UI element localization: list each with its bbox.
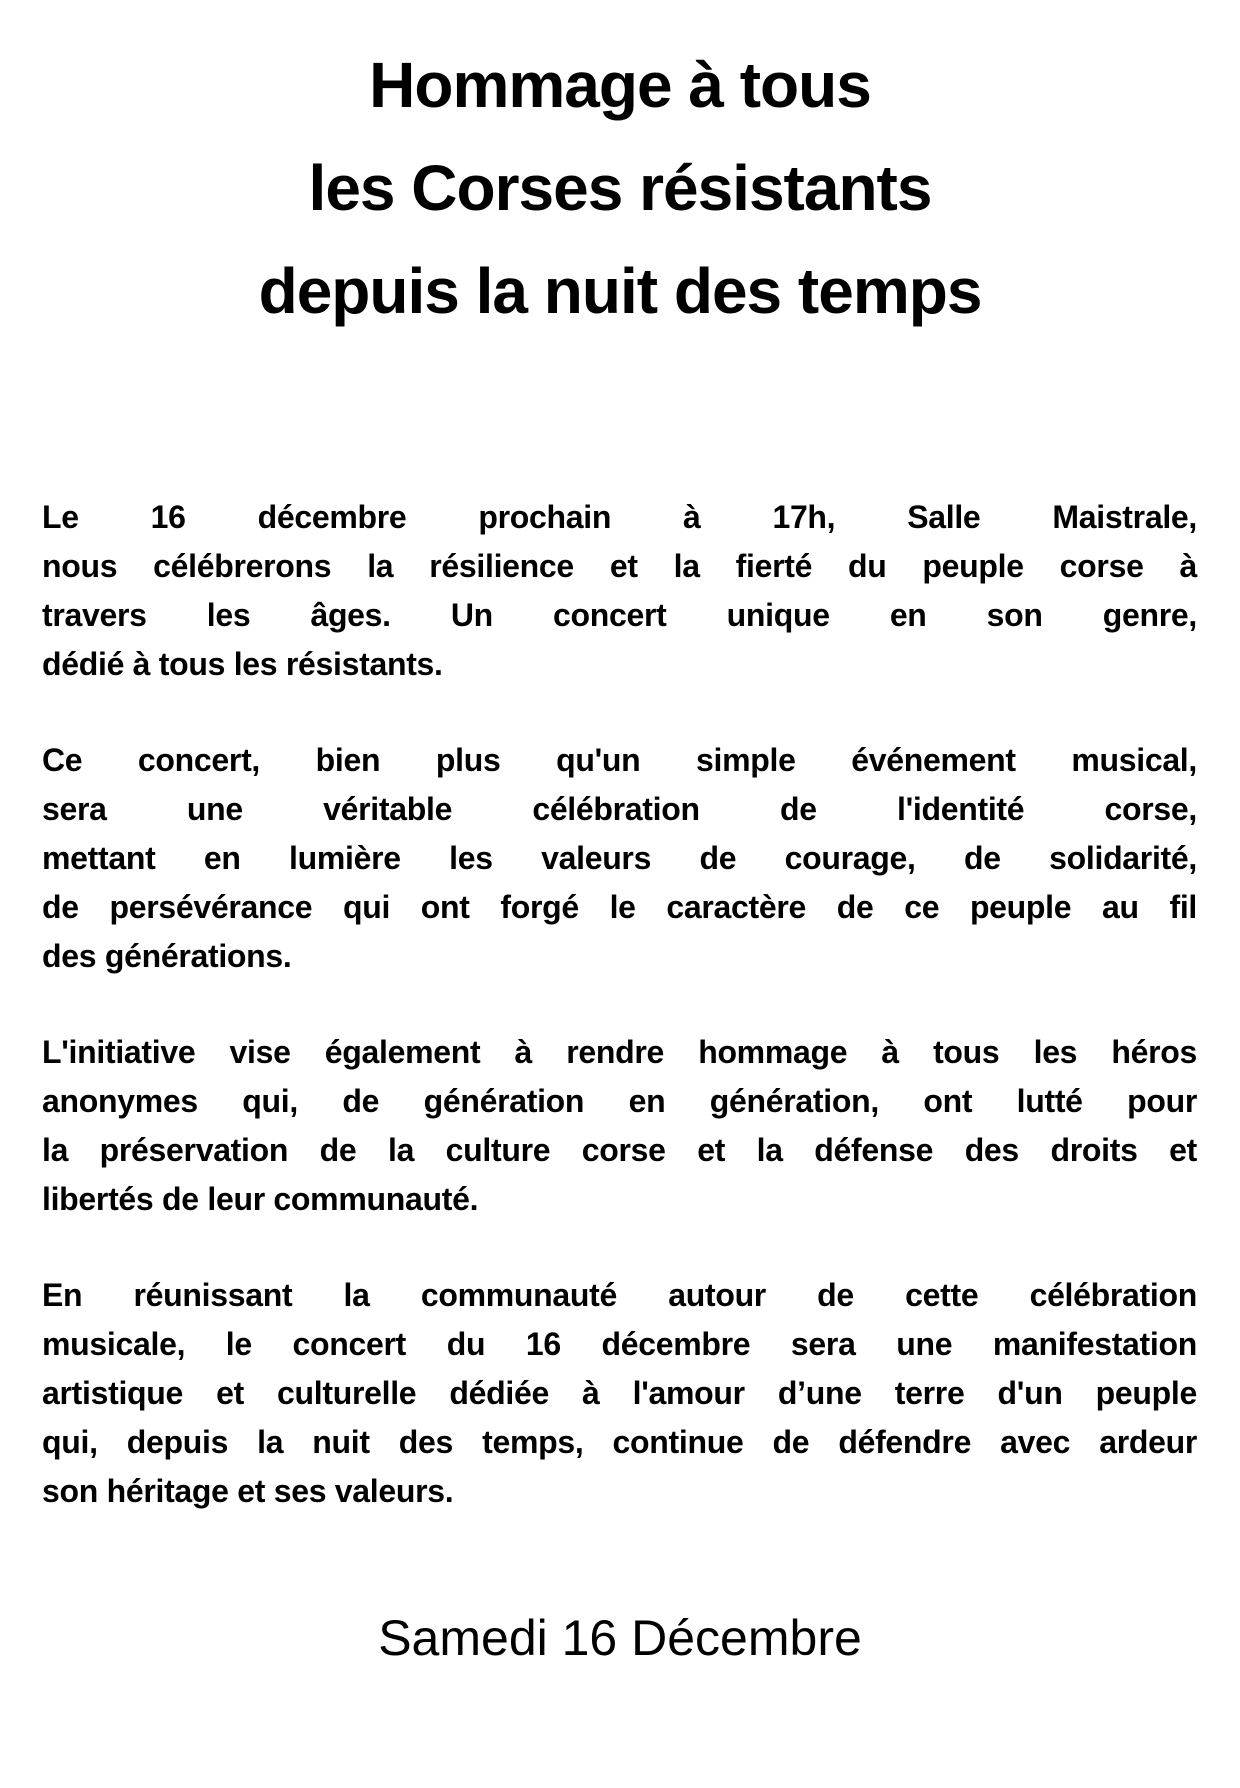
paragraph-line: dédié à tous les résistants. — [42, 646, 443, 682]
paragraph-line: anonymes qui, de génération en génération, ont lutté pour — [42, 1083, 1197, 1119]
paragraph-line: des générations. — [42, 938, 292, 974]
title-line: depuis la nuit des temps — [258, 255, 982, 327]
event-date: Samedi 16 Décembre — [378, 1610, 862, 1666]
title-line: Hommage à tous — [369, 49, 871, 121]
flyer-page — [0, 34, 1240, 1788]
body-paragraph — [42, 1271, 1197, 1516]
body-paragraph — [42, 1028, 1197, 1224]
body-paragraph — [42, 493, 1197, 689]
paragraph-line: travers les âges. Un concert unique en son genre, — [42, 597, 1197, 633]
paragraph-line: artistique et culturelle dédiée à l'amour d’une terre d'un peuple — [42, 1375, 1197, 1411]
paragraph-line: En réunissant la communauté autour de cette célébration — [42, 1277, 1197, 1313]
body-paragraph — [42, 736, 1197, 981]
page-title — [42, 34, 1198, 343]
paragraph-line: mettant en lumière les valeurs de courage, de solidarité, — [42, 840, 1197, 876]
title-line: les Corses résistants — [308, 152, 932, 224]
paragraph-line: sera une véritable célébration de l'identité corse, — [42, 791, 1197, 827]
paragraph-line: L'initiative vise également à rendre hommage à tous les héros — [42, 1034, 1197, 1070]
body-text — [42, 493, 1197, 1516]
paragraph-line: Ce concert, bien plus qu'un simple événement musical, — [42, 742, 1197, 778]
paragraph-line: de persévérance qui ont forgé le caractère de ce peuple au fil — [42, 889, 1197, 925]
paragraph-line: qui, depuis la nuit des temps, continue de défendre avec ardeur — [42, 1424, 1197, 1460]
paragraph-line: son héritage et ses valeurs. — [42, 1473, 454, 1509]
paragraph-line: Le 16 décembre prochain à 17h, Salle Maistrale, — [42, 499, 1197, 535]
paragraph-line: libertés de leur communauté. — [42, 1181, 479, 1217]
paragraph-line: nous célébrerons la résilience et la fierté du peuple corse à — [42, 548, 1197, 584]
paragraph-line: musicale, le concert du 16 décembre sera une manifestation — [42, 1326, 1197, 1362]
paragraph-line: la préservation de la culture corse et la défense des droits et — [42, 1132, 1197, 1168]
